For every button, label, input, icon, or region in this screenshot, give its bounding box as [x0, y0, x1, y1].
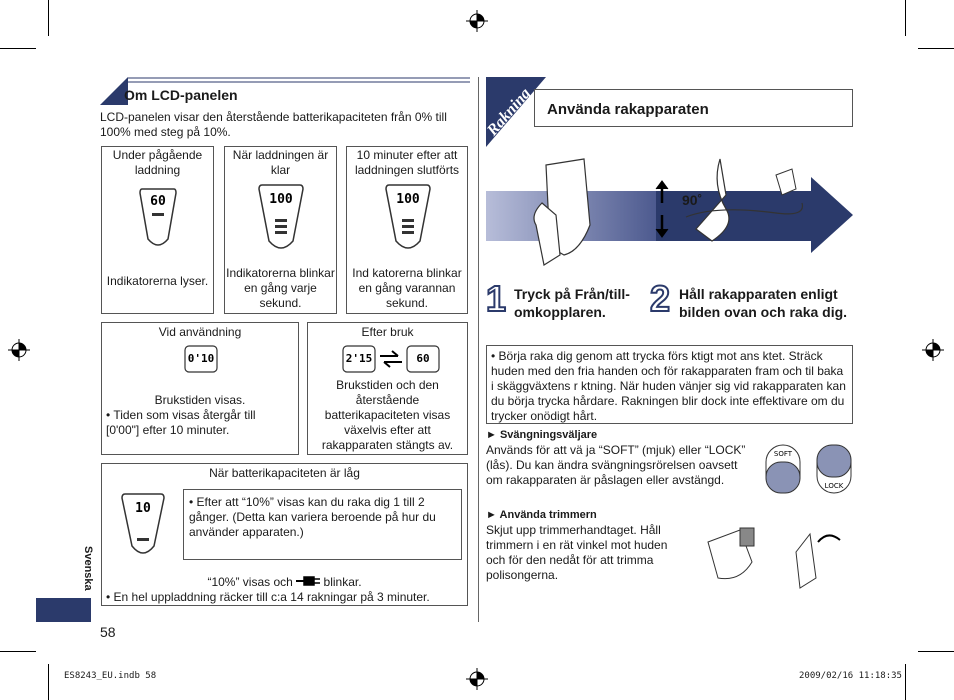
box-bullet: • En hel uppladdning räcker till c:a 14 rakningar på 3 minuter. [106, 590, 430, 604]
soft-switch-icon [765, 444, 801, 494]
shave-note-box [486, 345, 853, 424]
language-tab-bar [36, 598, 91, 622]
rakning-tab-label: Rakning [484, 85, 535, 140]
box-caption: Efter bruk [361, 325, 414, 339]
shave-title: Använda rakapparaten [547, 101, 709, 118]
inner-bullet: • Efter att “10%” visas kan du raka dig 1 till 2 gånger. (Detta kan variera beroende på hur du använder apparaten.) [189, 495, 436, 539]
box-caption: 10 minuter efter att laddningen slutförts [354, 148, 460, 177]
footer-date: 2009/02/16 11:18:35 [799, 671, 902, 681]
svg-text:10: 10 [135, 501, 151, 516]
column-divider [478, 77, 479, 622]
registration-mark-icon [466, 668, 488, 690]
box-desc: Brukstiden och den återstående batterikapaciteten visas växelvis efter att rakapparaten stängts av. [321, 378, 454, 452]
crop-mark [918, 651, 954, 652]
lcd-box-after-10min [346, 146, 468, 314]
svg-text:0'10: 0'10 [187, 352, 215, 365]
plug-icon [296, 576, 320, 586]
registration-mark-icon [466, 10, 488, 32]
lcd-box-after-use [307, 322, 468, 455]
footer-file: ES8243_EU.indb 58 [64, 671, 157, 681]
lcd-display-icon [342, 345, 376, 375]
lcd-intro: LCD-panelen visar den återstående batterikapaciteten från 0% till 100% med steg på 10%. [100, 110, 447, 139]
lock-switch-icon [816, 444, 852, 494]
crop-mark [905, 0, 906, 36]
box-caption: Under pågående laddning [112, 148, 203, 177]
low-battery-inner-box [183, 489, 462, 560]
trim-title: ► Använda trimmern [486, 509, 597, 521]
crop-mark [918, 48, 954, 49]
svg-text:60: 60 [150, 194, 166, 209]
lcd-display-icon [184, 345, 218, 375]
lcd-display-icon [384, 181, 432, 259]
svg-text:2'15: 2'15 [345, 352, 373, 365]
lcd-box-low-battery [101, 463, 468, 606]
page-number: 58 [100, 624, 116, 640]
crop-mark [48, 664, 49, 700]
shaving-illustration [486, 155, 854, 275]
language-tab: Svenska [82, 545, 94, 591]
svg-text:100: 100 [269, 192, 293, 207]
crop-mark [0, 48, 36, 49]
lcd-display-icon [138, 185, 178, 255]
step-1-text: Tryck på Från/till-omkopplaren. [514, 286, 630, 320]
lcd-box-charging [101, 146, 214, 314]
swap-arrows-icon [378, 349, 404, 369]
switch-text: Används för att vä ja “SOFT” (mjuk) eller “LOCK” (lås). Du kan ändra svängningsrörelsen oavsett om rakapparaten är påslagen eller avstängd. [486, 443, 746, 487]
lcd-display-icon [406, 345, 440, 375]
lcd-display-icon [120, 490, 166, 562]
svg-text:LOCK: LOCK [824, 482, 844, 490]
step-2-text: Håll rakapparaten enligt bilden ovan och raka dig. [679, 286, 848, 320]
box-caption: När laddningen är klar [232, 148, 329, 177]
switch-title: ► Svängningsväljare [486, 429, 598, 441]
svg-text:100: 100 [396, 192, 420, 207]
registration-mark-icon [922, 339, 944, 361]
angle-label: 90˚ [682, 192, 703, 208]
lcd-box-in-use [101, 322, 299, 455]
trim-text: Skjut upp trimmerhandtaget. Håll trimmern i en rät vinkel mot huden och för den nedåt för att trimma polisongerna. [486, 523, 668, 582]
blink-note: “10%” visas och blinkar. [207, 575, 362, 589]
registration-mark-icon [8, 339, 30, 361]
box-caption: När batterikapaciteten är låg [209, 466, 360, 480]
svg-text:60: 60 [416, 352, 430, 365]
box-desc: Indikatorerna blinkar en gång varje sekund. [226, 266, 335, 310]
crop-mark [48, 0, 49, 36]
box-desc: Ind katorerna blinkar en gång varannan sekund. [352, 266, 462, 310]
box-caption: Vid användning [158, 325, 242, 339]
box-bullet: • Tiden som visas återgår till [0'00"] efter 10 minuter. [106, 408, 256, 437]
box-desc: Brukstiden visas. [154, 393, 246, 407]
lcd-title: Om LCD-panelen [124, 87, 238, 103]
step-2-number: 2 [650, 278, 671, 319]
shave-note: • Börja raka dig genom att trycka förs ktigt mot ans ktet. Sträck huden med den fria handen och för rakapparaten fram och til baka i skäggväxtens r ktning. När huden vänjer sig vid rakapparaten kan du börja trycka hårdare. Rakningen blir dock inte effektivare om du trycker onödigt hårt. [491, 349, 846, 423]
trimmer-illustration [700, 522, 850, 592]
crop-mark [905, 664, 906, 700]
crop-mark [0, 651, 36, 652]
box-desc: Indikatorerna lyser. [106, 274, 209, 288]
lcd-display-icon [257, 181, 305, 259]
step-1-number: 1 [486, 278, 507, 319]
lcd-box-charged [224, 146, 337, 314]
svg-text:SOFT: SOFT [773, 450, 793, 458]
